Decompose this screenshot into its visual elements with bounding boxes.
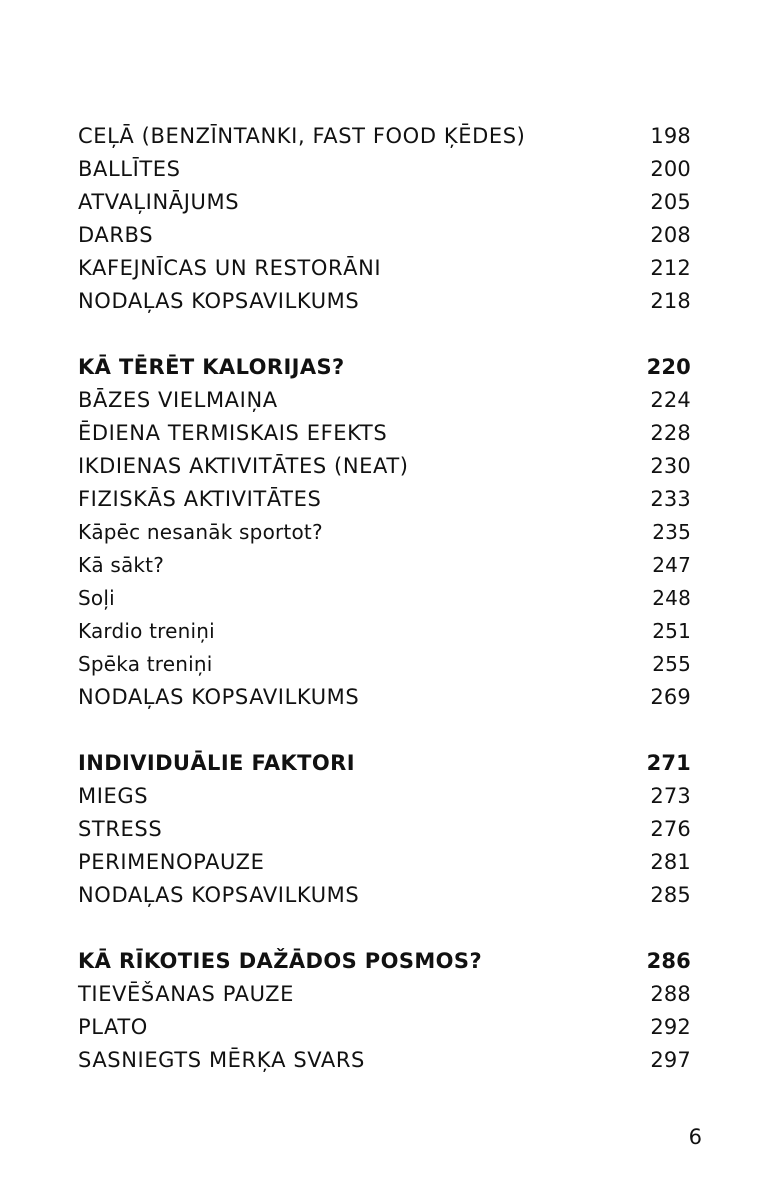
toc-entry — [78, 483, 691, 516]
toc-entry-page: 288 — [650, 982, 691, 1006]
toc-entry — [78, 615, 691, 648]
toc-entry-page: 251 — [652, 619, 691, 643]
toc-entry — [78, 417, 691, 450]
toc-entry-title: NODAĻAS KOPSAVILKUMS — [78, 289, 360, 313]
toc-section — [78, 351, 691, 714]
toc-entry-page: 255 — [652, 652, 691, 676]
toc-entry — [78, 153, 691, 186]
toc-entry-page: 297 — [650, 1048, 691, 1072]
toc-entry — [78, 285, 691, 318]
toc-entry-title: FIZISKĀS AKTIVITĀTES — [78, 487, 322, 511]
toc-entry-title: KĀ RĪKOTIES DAŽĀDOS POSMOS? — [78, 949, 483, 973]
toc-entry-title: KĀ TĒRĒT KALORIJAS? — [78, 355, 345, 379]
toc-entry-title: Kāpēc nesanāk sportot? — [78, 520, 323, 544]
toc-chapter-heading — [78, 747, 691, 780]
toc-entry-title: PERIMENOPAUZE — [78, 850, 265, 874]
toc-entry-page: 212 — [650, 256, 691, 280]
toc-entry-title: ĒDIENA TERMISKAIS EFEKTS — [78, 421, 388, 445]
toc-entry-title: Soļi — [78, 586, 115, 610]
toc-section — [78, 747, 691, 912]
toc-section — [78, 945, 691, 1077]
toc-entry-page: 248 — [652, 586, 691, 610]
toc-entry-page: 233 — [650, 487, 691, 511]
toc-entry — [78, 582, 691, 615]
toc-entry-page: 286 — [646, 949, 691, 973]
toc-entry — [78, 120, 691, 153]
toc-entry-page: 281 — [650, 850, 691, 874]
toc-entry-title: MIEGS — [78, 784, 149, 808]
toc-entry — [78, 879, 691, 912]
toc-entry-page: 235 — [652, 520, 691, 544]
toc-entry-page: 228 — [650, 421, 691, 445]
toc-entry-title: PLATO — [78, 1015, 148, 1039]
toc-entry-title: IKDIENAS AKTIVITĀTES (NEAT) — [78, 454, 409, 478]
toc-entry — [78, 516, 691, 549]
page-number: 6 — [688, 1125, 702, 1149]
toc-entry-title: NODAĻAS KOPSAVILKUMS — [78, 685, 360, 709]
toc-entry-title: DARBS — [78, 223, 154, 247]
toc-entry-title: Spēka treniņi — [78, 652, 213, 676]
toc-entry — [78, 549, 691, 582]
toc-entry — [78, 681, 691, 714]
toc-entry — [78, 813, 691, 846]
toc-entry-title: CEĻĀ (BENZĪNTANKI, FAST FOOD ĶĒDES) — [78, 124, 526, 148]
toc-entry-title: Kā sākt? — [78, 553, 165, 577]
toc-entry-title: TIEVĒŠANAS PAUZE — [78, 982, 295, 1006]
toc-entry-page: 198 — [650, 124, 691, 148]
toc-entry — [78, 384, 691, 417]
toc-entry-page: 208 — [650, 223, 691, 247]
toc-entry-title: NODAĻAS KOPSAVILKUMS — [78, 883, 360, 907]
toc-entry-page: 230 — [650, 454, 691, 478]
toc-entry — [78, 978, 691, 1011]
toc-entry — [78, 186, 691, 219]
toc-entry-page: 205 — [650, 190, 691, 214]
toc-chapter-heading — [78, 351, 691, 384]
toc-entry-page: 220 — [646, 355, 691, 379]
toc-entry-page: 292 — [650, 1015, 691, 1039]
toc-entry-page: 269 — [650, 685, 691, 709]
toc-entry-page: 285 — [650, 883, 691, 907]
toc-entry — [78, 252, 691, 285]
toc-entry — [78, 450, 691, 483]
toc-entry-title: ATVAĻINĀJUMS — [78, 190, 240, 214]
toc-entry-page: 273 — [650, 784, 691, 808]
toc-entry-title: BĀZES VIELMAIŅA — [78, 388, 278, 412]
toc-entry-title: KAFEJNĪCAS UN RESTORĀNI — [78, 256, 382, 280]
toc-entry-title: BALLĪTES — [78, 157, 181, 181]
toc-entry-page: 247 — [652, 553, 691, 577]
toc-entry — [78, 1044, 691, 1077]
toc-entry-page: 224 — [650, 388, 691, 412]
toc-entry-page: 218 — [650, 289, 691, 313]
toc-entry-page: 200 — [650, 157, 691, 181]
toc-entry-title: Kardio treniņi — [78, 619, 215, 643]
toc-chapter-heading — [78, 945, 691, 978]
toc-entry-title: SASNIEGTS MĒRĶA SVARS — [78, 1048, 365, 1072]
toc-entry — [78, 846, 691, 879]
toc-entry — [78, 648, 691, 681]
toc-section — [78, 120, 691, 318]
toc-entry-title: STRESS — [78, 817, 163, 841]
toc-entry-page: 271 — [646, 751, 691, 775]
toc-entry — [78, 219, 691, 252]
table-of-contents — [78, 120, 691, 1110]
toc-entry — [78, 1011, 691, 1044]
toc-entry — [78, 780, 691, 813]
toc-entry-title: INDIVIDUĀLIE FAKTORI — [78, 751, 355, 775]
toc-entry-page: 276 — [650, 817, 691, 841]
